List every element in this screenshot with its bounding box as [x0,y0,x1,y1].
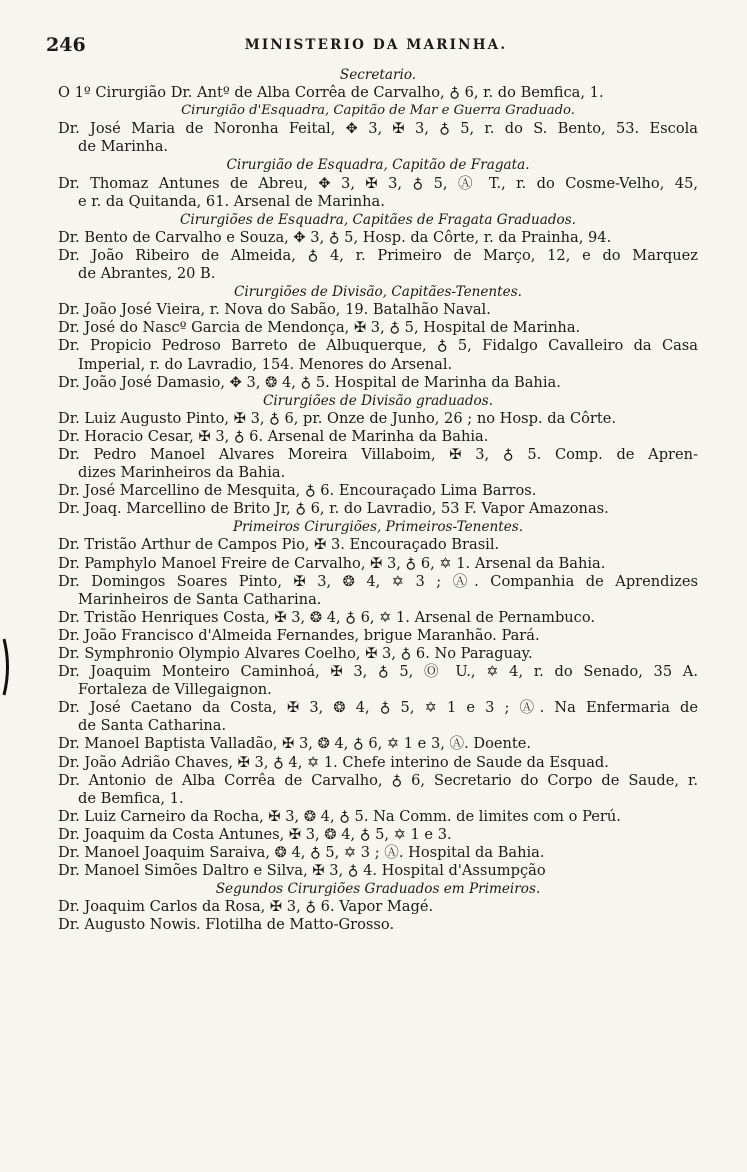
entry-continuation: Marinheiros de Santa Catharina. [78,590,322,608]
roster-body [58,66,698,935]
roster-entry: Dr. Domingos Soares Pinto, ✠ 3, ❂ 4, ✡ 3 ; Ⓐ. Companhia de Aprendizes [58,572,698,590]
roster-entry: Dr. José Marcellino de Mesquita, ♁ 6. Encouraçado Lima Barros. [58,482,537,500]
roster-entry: Dr. Augusto Nowis. Flotilha de Matto-Grosso. [58,916,395,934]
page-number: 246 [46,34,86,56]
roster-entry: Dr. Symphronio Olympio Alvares Coelho, ✠ 3, ♁ 6. No Paraguay. [58,645,533,662]
section-heading: Segundos Cirurgiões Graduados em Primeiros. [215,881,541,898]
entry-continuation: Fortaleza de Villegaignon. [78,681,272,699]
entry-continuation: de Santa Catharina. [78,717,227,735]
roster-entry: Dr. João José Vieira, r. Nova do Sabão, 19. Batalhão Naval. [58,301,491,319]
roster-entry: Dr. Manoel Simões Daltro e Silva, ✠ 3, ♁ 4. Hospital d'Assumpção [58,862,546,880]
roster-entry: Dr. Luiz Augusto Pinto, ✠ 3, ♁ 6, pr. Onze de Junho, 26 ; no Hosp. da Côrte. [58,409,617,427]
roster-entry: Dr. José do Nascº Garcia de Mendonça, ✠ 3, ♁ 5, Hospital de Marinha. [58,319,581,337]
roster-entry: Dr. Pedro Manoel Alvares Moreira Villaboim, ✠ 3, ♁ 5. Comp. de Apren- [58,445,698,463]
roster-entry: Dr. Propicio Pedroso Barreto de Albuquerque, ♁ 5, Fidalgo Cavalleiro da Casa [58,337,698,355]
roster-entry: Dr. Thomaz Antunes de Abreu, ✥ 3, ✠ 3, ♁ 5, Ⓐ T., r. do Cosme-Velho, 45, [58,174,698,192]
roster-entry: Dr. José Maria de Noronha Feital, ✥ 3, ✠ 3, ♁ 5, r. do S. Bento, 53. Escola [58,120,698,138]
section-heading: Cirurgiões de Divisão graduados. [262,392,494,409]
roster-entry: Dr. João Adrião Chaves, ✠ 3, ♁ 4, ✡ 1. Chefe interino de Saude da Esquad. [58,753,609,771]
section-heading: Cirurgiões de Divisão, Capitães-Tenentes. [234,284,522,301]
roster-entry: Dr. João Ribeiro de Almeida, ♁ 4, r. Primeiro de Março, 12, e do Marquez [58,246,698,264]
section-heading: Secretario. [339,67,417,83]
roster-entry: Dr. José Caetano da Costa, ✠ 3, ❂ 4, ♁ 5, ✡ 1 e 3 ; Ⓐ. Na Enfermaria de [58,699,698,717]
roster-entry: Dr. Luiz Carneiro da Rocha, ✠ 3, ❂ 4, ♁ 5. Na Comm. de limites com o Perú. [58,807,621,825]
section-heading: Primeiros Cirurgiões, Primeiros-Tenentes. [232,519,524,536]
entry-continuation: Imperial, r. do Lavradio, 154. Menores do Arsenal. [78,355,453,373]
roster-entry: Dr. Joaquim Monteiro Caminhoá, ✠ 3, ♁ 5, Ⓞ U., ✡ 4, r. do Senado, 35 A. [58,663,698,681]
roster-entry: Dr. João José Damasio, ✥ 3, ❂ 4, ♁ 5. Hospital de Marinha da Bahia. [58,373,561,391]
margin-bracket-mark [2,637,12,697]
roster-entry: Dr. Manoel Baptista Valladão, ✠ 3, ❂ 4, ♁ 6, ✡ 1 e 3, Ⓐ. Doente. [58,735,532,753]
roster-entry: Dr. Horacio Cesar, ✠ 3, ♁ 6. Arsenal de Marinha da Bahia. [58,427,489,445]
entry-continuation: dizes Marinheiros da Bahia. [78,464,286,482]
entry-continuation: e r. da Quitanda, 61. Arsenal de Marinha. [78,192,385,210]
entry-continuation: de Bemfica, 1. [78,789,184,807]
roster-entry: Dr. Bento de Carvalho e Souza, ✥ 3, ♁ 5, Hosp. da Côrte, r. da Prainha, 94. [58,228,612,246]
roster-entry: Dr. Tristão Arthur de Campos Pio, ✠ 3. Encouraçado Brasil. [58,536,500,554]
roster-entry: Dr. Manoel Joaquim Saraiva, ❂ 4, ♁ 5, ✡ 3 ; Ⓐ. Hospital da Bahia. [58,844,545,862]
page-header [46,34,706,56]
section-heading: Cirurgião de Esquadra, Capitão de Fragata. [226,157,530,174]
section-heading: Cirurgião d'Esquadra, Capitão de Mar e Guerra Graduado. [181,103,575,119]
entry-continuation: de Marinha. [78,138,169,156]
entry-continuation: de Abrantes, 20 B. [78,265,216,283]
roster-entry: Dr. Antonio de Alba Corrêa de Carvalho, ♁ 6, Secretario do Corpo de Saude, r. [58,771,698,789]
roster-entry: Dr. João Francisco d'Almeida Fernandes, brigue Maranhão. Pará. [58,626,540,644]
section-heading: Cirurgiões de Esquadra, Capitães de Fragata Graduados. [179,211,577,228]
roster-entry: Dr. Pamphylo Manoel Freire de Carvalho, ✠ 3, ♁ 6, ✡ 1. Arsenal da Bahia. [58,554,606,572]
roster-entry: Dr. Joaq. Marcellino de Brito Jr, ♁ 6, r. do Lavradio, 53 F. Vapor Amazonas. [58,500,609,518]
roster-entry: O 1º Cirurgião Dr. Antº de Alba Corrêa de Carvalho, ♁ 6, r. do Bemfica, 1. [58,84,604,102]
roster-entry: Dr. Joaquim Carlos da Rosa, ✠ 3, ♁ 6. Vapor Magé. [58,898,434,916]
roster-entry: Dr. Joaquim da Costa Antunes, ✠ 3, ❂ 4, ♁ 5, ✡ 1 e 3. [58,825,452,843]
running-title: MINISTERIO DA MARINHA. [244,37,508,53]
roster-entry: Dr. Tristão Henriques Costa, ✠ 3, ❂ 4, ♁ 6, ✡ 1. Arsenal de Pernambuco. [58,608,596,626]
